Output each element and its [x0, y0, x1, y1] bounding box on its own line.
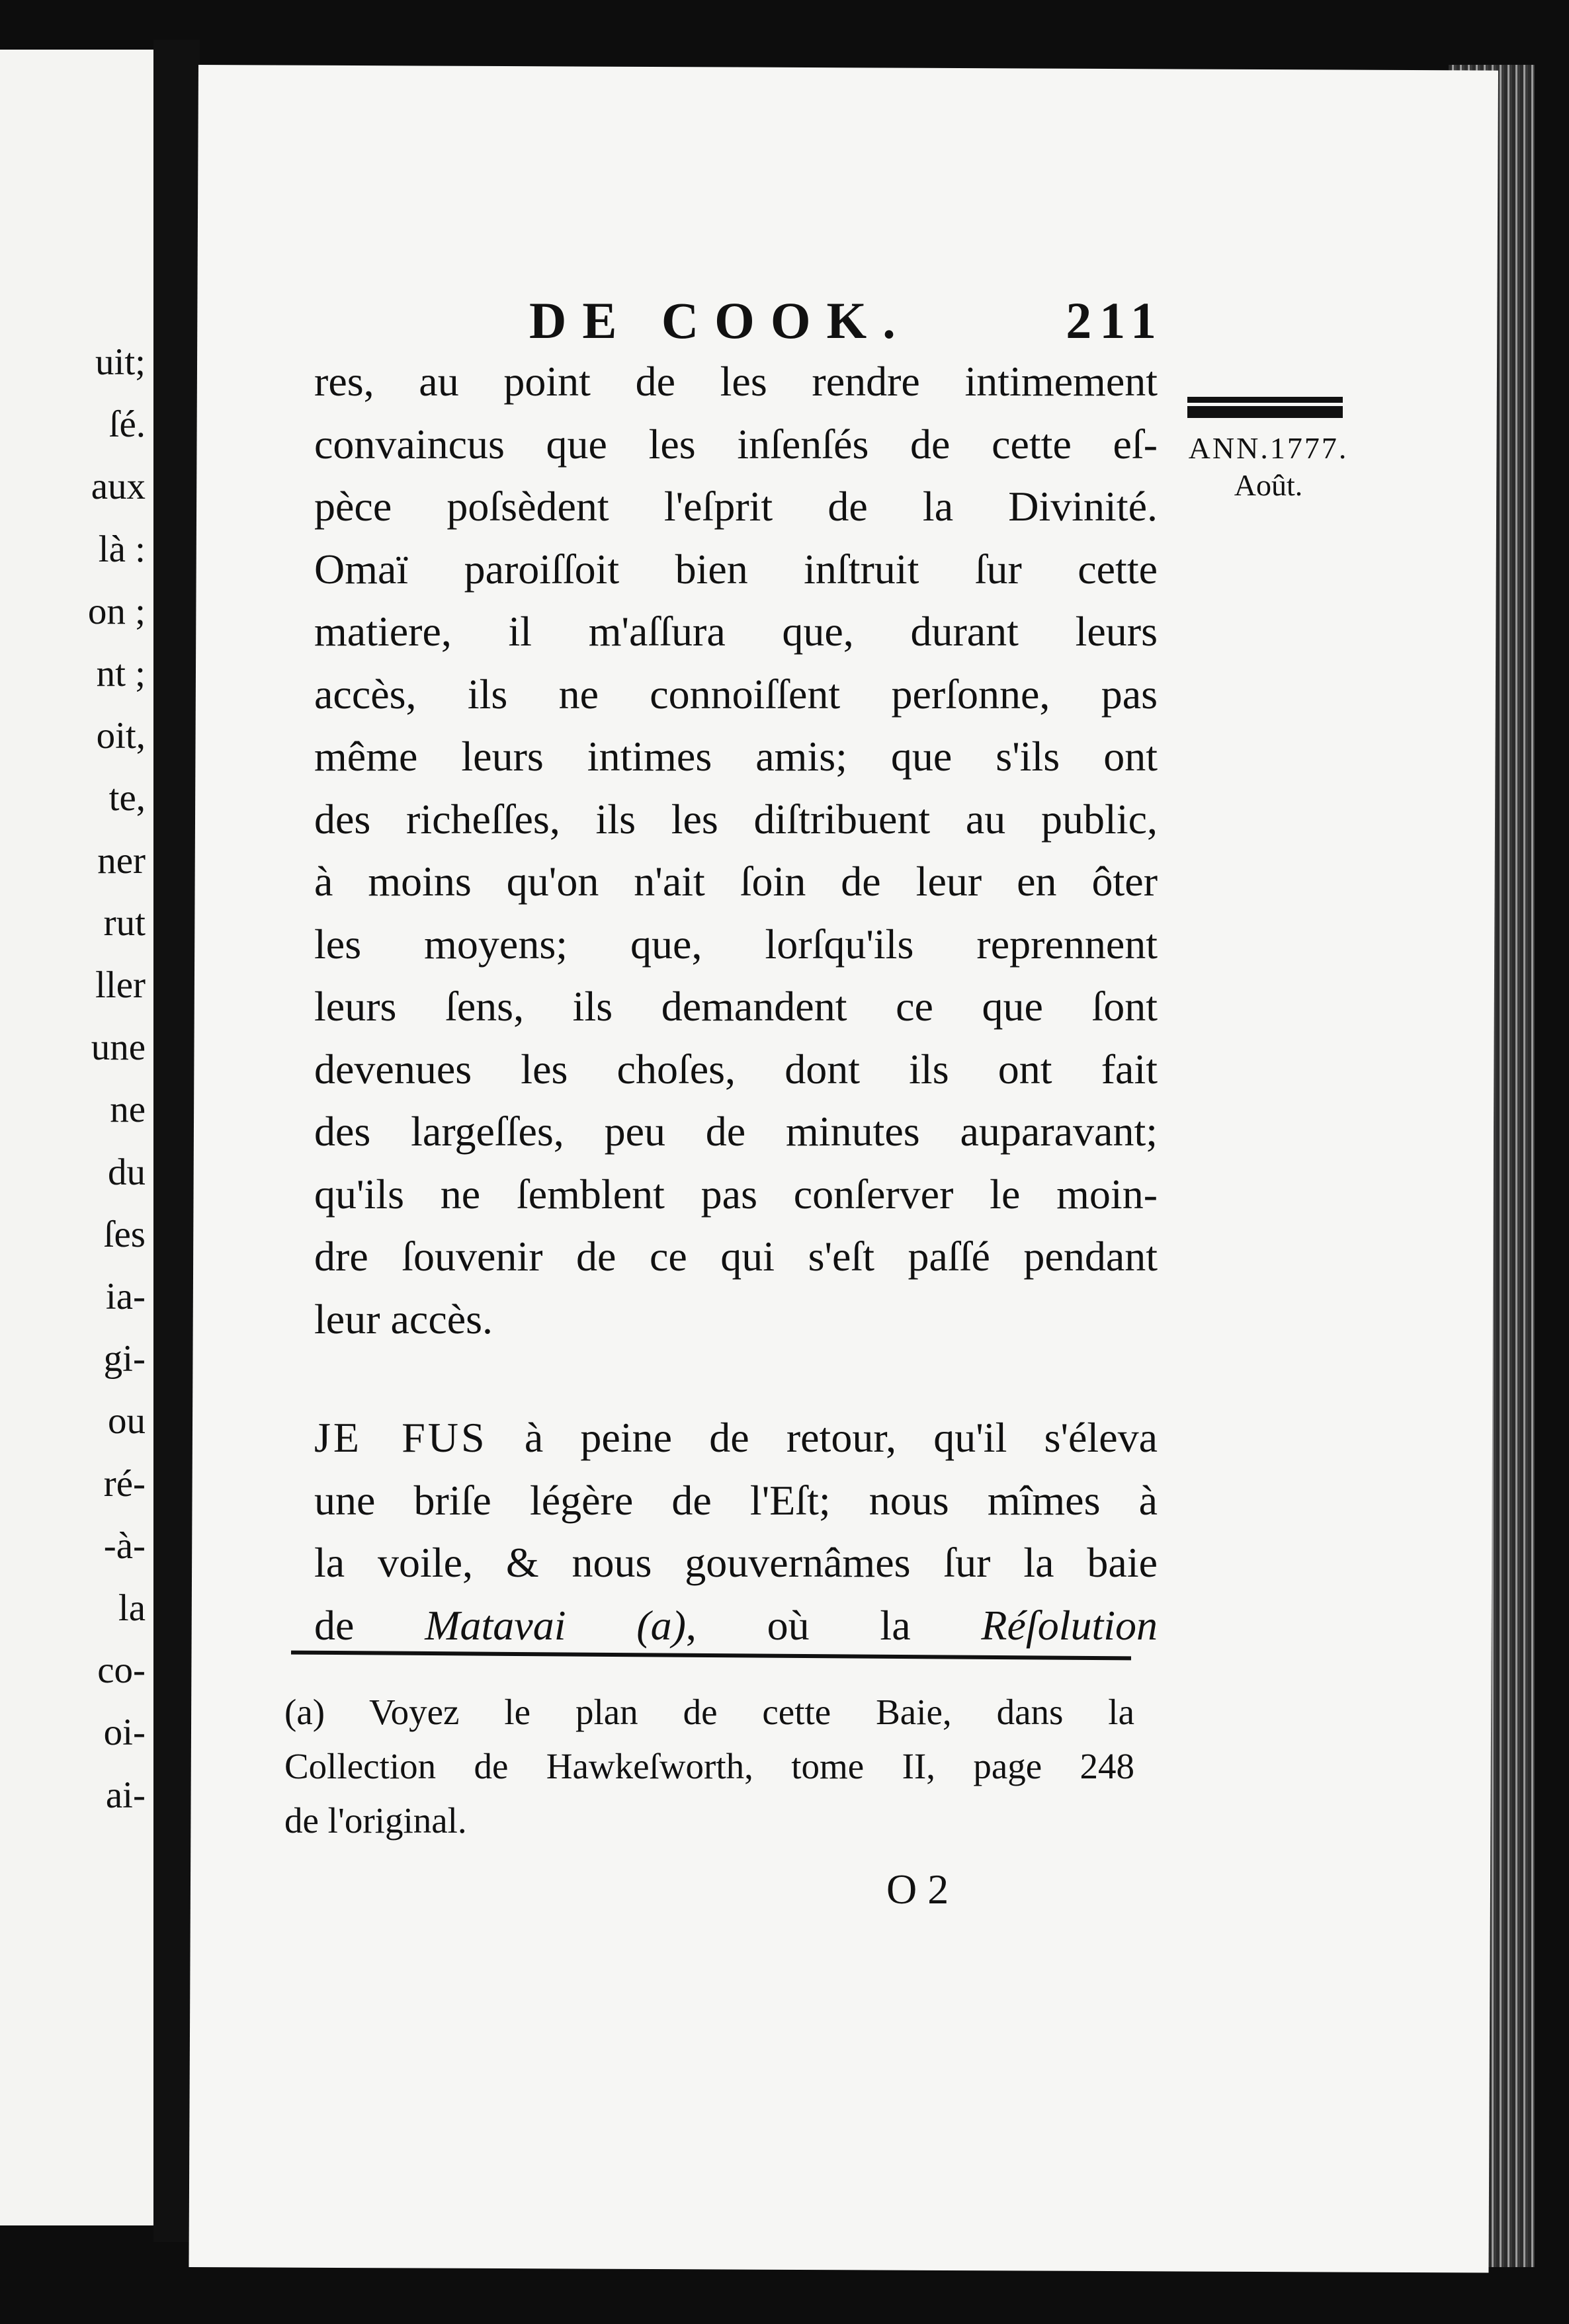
previous-page-line: oi-: [103, 1712, 146, 1754]
page-number: 211: [1066, 292, 1164, 349]
margin-rule: [1187, 397, 1343, 418]
text-middle: , où la: [685, 1601, 911, 1649]
text-line: pèce poſsèdent l'eſprit de la Divinité.: [314, 483, 1158, 530]
paragraph-2-last-line: [314, 1595, 1158, 1657]
previous-page-line: aux: [91, 466, 146, 508]
margin-year: ANN.1777.: [1188, 431, 1349, 465]
previous-page-line: te,: [108, 777, 146, 819]
place-name: Matavai: [425, 1601, 566, 1649]
margin-month: Août.: [1234, 468, 1303, 502]
previous-page-line: on ;: [87, 590, 146, 632]
text-line: matiere, il m'aſſura que, durant leurs: [314, 608, 1158, 655]
running-title: DE COOK.: [529, 292, 912, 349]
text-line: accès, ils ne connoiſſent perſonne, pas: [314, 670, 1158, 718]
margin-note: [1184, 430, 1353, 504]
text-line: une briſe légère de l'Eſt; nous mîmes à: [314, 1476, 1158, 1524]
previous-page-line: ſé.: [108, 403, 146, 446]
body-text: [314, 351, 1158, 1657]
text-line: à moins qu'on n'ait ſoin de leur en ôter: [314, 858, 1158, 905]
ship-name: Réſolution: [981, 1601, 1158, 1649]
text-line: même leurs intimes amis; que s'ils ont: [314, 733, 1158, 780]
previous-page-line: oit,: [96, 715, 146, 757]
text-line: des largeſſes, peu de minutes auparavant;: [314, 1108, 1158, 1155]
previous-page-line: -à-: [103, 1524, 146, 1567]
text-line: la voile, & nous gouvernâmes ſur la baie: [314, 1539, 1158, 1586]
previous-page-line: ner: [97, 839, 146, 882]
text-line: qu'ils ne ſemblent pas conſerver le moin-: [314, 1170, 1158, 1218]
signature-mark: O 2: [886, 1866, 949, 1913]
footnote-line: Collection de Hawkeſworth, tome II, page 248: [284, 1746, 1134, 1786]
text-line: des richeſſes, ils les diſtribuent au public,: [314, 795, 1158, 843]
previous-page-line: la: [118, 1587, 146, 1629]
paragraph-1: [314, 351, 1158, 1350]
footnote-ref: (a): [636, 1601, 686, 1649]
previous-page-line: co-: [97, 1649, 146, 1692]
text-line: convaincus que les inſenſés de cette eſ-: [314, 420, 1158, 468]
previous-page-line: du: [108, 1151, 146, 1193]
paragraph-2-line: [314, 1407, 1158, 1470]
paragraph-2: [314, 1407, 1158, 1657]
previous-page-line: uit;: [95, 341, 146, 383]
previous-page-line: ſes: [103, 1213, 146, 1255]
previous-page: [0, 50, 155, 2225]
previous-page-line: une: [91, 1026, 146, 1069]
previous-page-line: ia-: [105, 1276, 146, 1317]
previous-page-line: ai-: [105, 1774, 146, 1816]
previous-page-line: gi-: [103, 1338, 146, 1380]
text-line: les moyens; que, lorſqu'ils reprennent: [314, 920, 1158, 968]
text-line: Omaï paroiſſoit bien inſtruit ſur cette: [314, 545, 1158, 593]
footnote-line: (a) Voyez le plan de cette Baie, dans la: [284, 1692, 1134, 1732]
previous-page-line: ré-: [103, 1462, 146, 1505]
paragraph-opening: JE FUS: [314, 1414, 488, 1461]
previous-page-line: ne: [110, 1089, 146, 1131]
text-line: devenues les choſes, dont ils ont fait: [314, 1045, 1158, 1093]
paragraph-2-lines: [314, 1470, 1158, 1595]
previous-page-line: rut: [103, 901, 146, 944]
text-line: leur accès.: [314, 1295, 493, 1343]
previous-page-line: là :: [98, 528, 146, 570]
previous-page-line: ou: [108, 1400, 146, 1442]
footnote: [284, 1685, 1134, 1848]
text-line: dre ſouvenir de ce qui s'eſt paſſé pendant: [314, 1233, 1158, 1280]
text-line: leurs ſens, ils demandent ce que ſont: [314, 983, 1158, 1030]
running-header: [529, 291, 1177, 351]
text-line: res, au point de les rendre intimement: [314, 358, 1158, 405]
text-prefix: de: [314, 1601, 355, 1649]
previous-page-line: ller: [95, 964, 146, 1006]
footnote-line: de l'original.: [284, 1800, 467, 1841]
previous-page-line: nt ;: [96, 653, 146, 694]
paragraph-2-line-rest: à peine de retour, qu'il s'éleva: [524, 1414, 1158, 1461]
